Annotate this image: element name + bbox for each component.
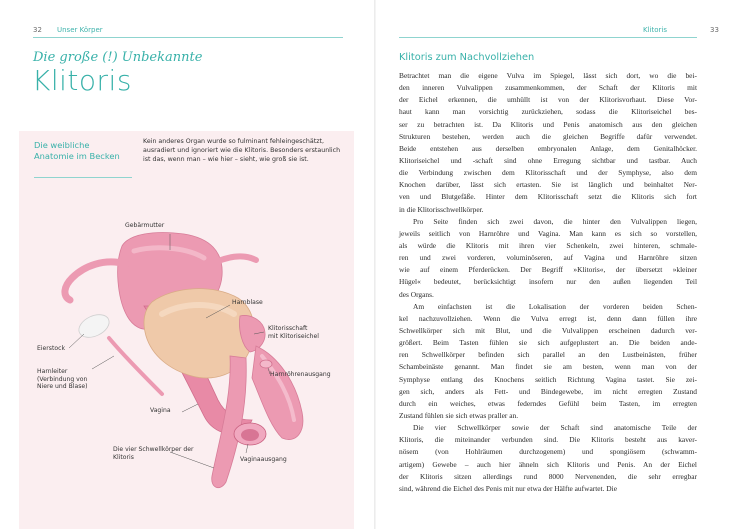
panel-title [34, 140, 134, 162]
label-vagina: Vagina [150, 407, 171, 414]
body-line: des Organs. [399, 289, 434, 299]
body-line: den inneren Vulvalippen zusammenkommen, der Schaft der Klitoris mit [399, 83, 697, 93]
pelvic-anatomy-illustration [34, 206, 354, 516]
body-line: Am einfachsten ist die Lokalisation der vorderen beiden Schen- [413, 301, 697, 311]
body-line: die Verbindung zwischen dem Klitorisschaft und der Symphyse, also dem [399, 168, 697, 178]
body-line: Schambeinäste genannt. Man findet sie am besten, wenn man von der [399, 362, 697, 372]
chapter-subtitle: Die große (!) Unbekannte [33, 50, 203, 65]
body-line: ren Schwellkörper befinden sich parallel an den Lustbeinästen, früher [399, 350, 697, 360]
body-line: ven und Blutgefäße. Hinter dem Klitorisschaft setzt die Klitoris sich fort [399, 192, 697, 202]
body-line: ser zu betrachten ist. Da Klitoris und Penis anatomisch aus den gleichen [399, 119, 697, 129]
intro-line: Kein anderes Organ wurde so fulminant fehleingeschätzt, [143, 138, 324, 145]
body-line: der Eichel erkennen, die umhüllt ist von der Klitorisvorhaut. Diese Vor- [399, 95, 697, 105]
label-schwellkoerper [113, 446, 194, 461]
body-line: jeweils seitlich von Harnröhre und Vagina. Man kann es sich so vorstellen, [399, 228, 697, 238]
label-vaginaausgang: Vaginaausgang [240, 456, 287, 463]
body-line: sind, während die Eichel des Penis mit nur etwa der Hälfte aufwartet. Die [399, 483, 617, 493]
panel-intro-text [143, 138, 343, 164]
body-text [399, 70, 697, 495]
body-line: wie auf einem Pferderücken. Der Begriff »Klitoris«, der übersetzt »kleiner [399, 265, 697, 275]
body-line: Pro Seite finden sich zwei davon, die hinter den Vulvalippen liegen, [413, 216, 697, 226]
label-klitorisschaft-line: Klitorisschaft [268, 325, 308, 332]
body-line: nösem (von Hohlräumen durchzogenem) und spongiösem (schwamm- [399, 447, 697, 457]
body-line: als würde die Klitoris mit ihren vier Schenkeln, zwei hinteren, schmale- [399, 240, 697, 250]
label-eierstock: Eierstock [37, 345, 65, 352]
label-gebaermutter: Gebärmutter [125, 222, 165, 229]
label-schwellkoerper-line: Klitoris [113, 453, 134, 461]
body-line: kel nachzuvollziehen. Wenn die Vulva erregt ist, denn dann füllen ihre [399, 313, 697, 323]
label-klitorisschaft [268, 325, 319, 340]
label-schwellkoerper-line: Die vier Schwellkörper der [113, 446, 194, 453]
book-gutter [374, 0, 376, 529]
body-line: größert. Beim Tasten fühlen sie sich aufgeplustert an. Die beiden ande- [399, 338, 697, 348]
body-line: in die Klitorisschwellkörper. [399, 204, 484, 214]
body-line: gen sich, anders als Fett- und Bindegewebe, im nicht erregten Zustand [399, 386, 697, 396]
body-line: der Klitoris sitzen allerdings rund 8000 Nervenenden, die sehr erregbar [399, 471, 697, 481]
panel-title-rule [34, 177, 132, 178]
label-harnleiter-line: Niere und Blase) [37, 383, 88, 391]
intro-line: ausradiert und ignoriert wie die Klitoris. Besonders erstaunlich [143, 146, 341, 154]
label-klitorisschaft-line: mit Klitoriseichel [268, 332, 319, 340]
body-line: Klitoris, die miteinander verbunden sind. Die Klitoris besteht aus kaver- [399, 435, 697, 445]
body-line: Strukturen bestehen, werden auch die gleichen Begriffe dafür verwendet. [399, 131, 697, 141]
right-running-head: Klitoris [643, 26, 667, 34]
left-running-head: Unser Körper [57, 26, 103, 34]
label-harnleiter-line: (Verbindung von [37, 375, 88, 383]
body-line: Symphyse entlang des Knochens seitlich Richtung Vagina tastet. Sie zei- [399, 374, 697, 384]
fallopian-tube-right [216, 256, 256, 262]
body-line: Hügel« bedeutet, berücksichtigt insofern nur den außen liegenden Teil [399, 277, 697, 287]
body-line: Knochen darüber, lässt sich ertasten. Sie ist länglich und beinhaltet Ner- [399, 180, 697, 190]
panel-title-line: Die weibliche [34, 140, 90, 150]
left-page-number: 32 [33, 26, 42, 34]
body-line: Schwellkörper sich mit Blut, und die Vulvalippen erscheinen dadurch ver- [399, 325, 697, 335]
left-header-rule [33, 37, 343, 38]
body-line: Betrachtet man die eigene Vulva im Spiegel, lässt sich dort, wo die bei- [399, 71, 697, 80]
body-line: Die vier Schwellkörper sowie der Schaft sind anatomische Teile der [413, 423, 697, 433]
right-page-number: 33 [710, 26, 719, 34]
body-line: artigem) Gewebe – auch hier ähneln sich Klitoris und Penis. An der Eichel [399, 459, 697, 469]
urethral-opening-shape [260, 360, 272, 368]
label-harnleiter-line: Harnleiter [37, 368, 68, 375]
chapter-title: Klitoris [32, 64, 132, 97]
right-header-rule [399, 37, 697, 38]
label-harnleiter [37, 368, 88, 391]
panel-title-line: Anatomie im Becken [34, 151, 120, 161]
body-line: durch ein weiches, etwas federndes Gefühl beim Tasten, im erregten [399, 398, 697, 408]
body-line: Beide entstehen aus derselben embryonalen Anlage, dem Genitalhöcker. [399, 143, 697, 153]
intro-line: ist das, wenn man – wie hier – sieht, wie groß sie ist. [143, 155, 309, 163]
section-heading: Klitoris zum Nachvollziehen [399, 52, 535, 63]
body-line: ren und zwei vorderen, voluminöseren, auf Vagina und Harnröhre sitzen [399, 253, 697, 263]
body-line: Klitoriseichel und -schaft sind ohne Erregung sichtbar und tastbar. Auch [399, 155, 697, 165]
body-line: haut kann man vorsichtig zurückziehen, sodass die Klitoriseichel bes- [399, 107, 697, 117]
body-line: Zustand fühlen sie sich etwas praller an. [399, 410, 519, 420]
label-harnblase: Harnblase [232, 299, 263, 306]
label-harnroehrenausgang: Harnröhrenausgang [270, 371, 331, 378]
fallopian-tube-left [65, 262, 126, 300]
